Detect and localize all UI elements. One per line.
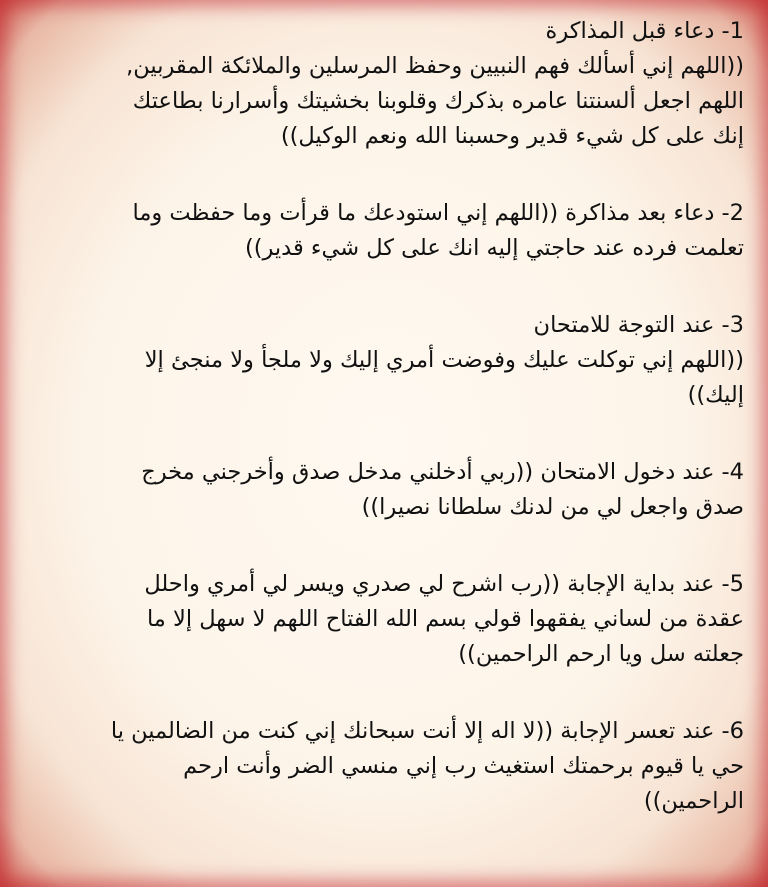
prayer-item-3 <box>22 308 744 413</box>
prayer-item-6 <box>22 714 744 819</box>
prayer-1-line-3: اللهم اجعل ألسنتنا عامره بذكرك وقلوبنا بخشيتك وأسرارنا بطاعتك <box>132 88 744 114</box>
prayer-5-line-2: عقدة من لساني يفقهوا قولي بسم الله الفتاح اللهم لا سهل إلا ما <box>146 606 744 632</box>
prayer-item-2 <box>22 196 744 266</box>
prayer-3-line-2: ((اللهم إني توكلت عليك وفوضت أمري إليك ولا ملجأ ولا منجئ إلا <box>144 347 744 373</box>
prayer-2-line-2: تعلمت فرده عند حاجتي إليه انك على كل شيء قدير)) <box>244 235 744 261</box>
prayer-1-line-2: ((اللهم إني أسألك فهم النبيين وحفظ المرسلين والملائكة المقربين, <box>126 53 744 79</box>
prayer-1-line-4: إنك على كل شيء قدير وحسبنا الله ونعم الوكيل)) <box>280 123 744 149</box>
prayer-4-line-2: صدق واجعل لي من لدنك سلطانا نصيرا)) <box>361 494 744 520</box>
prayer-1-line-1: 1- دعاء قبل المذاكرة <box>545 18 744 44</box>
prayer-6-line-1: 6- عند تعسر الإجابة ((لا اله إلا أنت سبحانك إني كنت من الضالمين يا <box>110 718 744 744</box>
prayer-item-4 <box>22 455 744 525</box>
prayer-4-line-1: 4- عند دخول الامتحان ((ربي أدخلني مدخل صدق وأخرجني مخرج <box>141 459 744 485</box>
prayer-3-line-3: إليك)) <box>687 382 744 408</box>
prayer-6-line-2: حي يا قيوم برحمتك استغيث رب إني منسي الضر وأنت ارحم <box>183 753 744 779</box>
prayer-item-5 <box>22 567 744 672</box>
prayer-5-line-3: جعلته سل ويا ارحم الراحمين)) <box>458 641 744 667</box>
prayer-6-line-3: الراحمين)) <box>643 788 744 814</box>
prayer-3-line-1: 3- عند التوجة للامتحان <box>533 312 744 338</box>
prayer-list <box>22 14 744 819</box>
prayer-5-line-1: 5- عند بداية الإجابة ((رب اشرح لي صدري ويسر لي أمري واحلل <box>144 571 744 597</box>
prayer-2-line-1: 2- دعاء بعد مذاكرة ((اللهم إني استودعك ما قرأت وما حفظت وما <box>132 200 744 226</box>
prayer-item-1 <box>22 14 744 154</box>
